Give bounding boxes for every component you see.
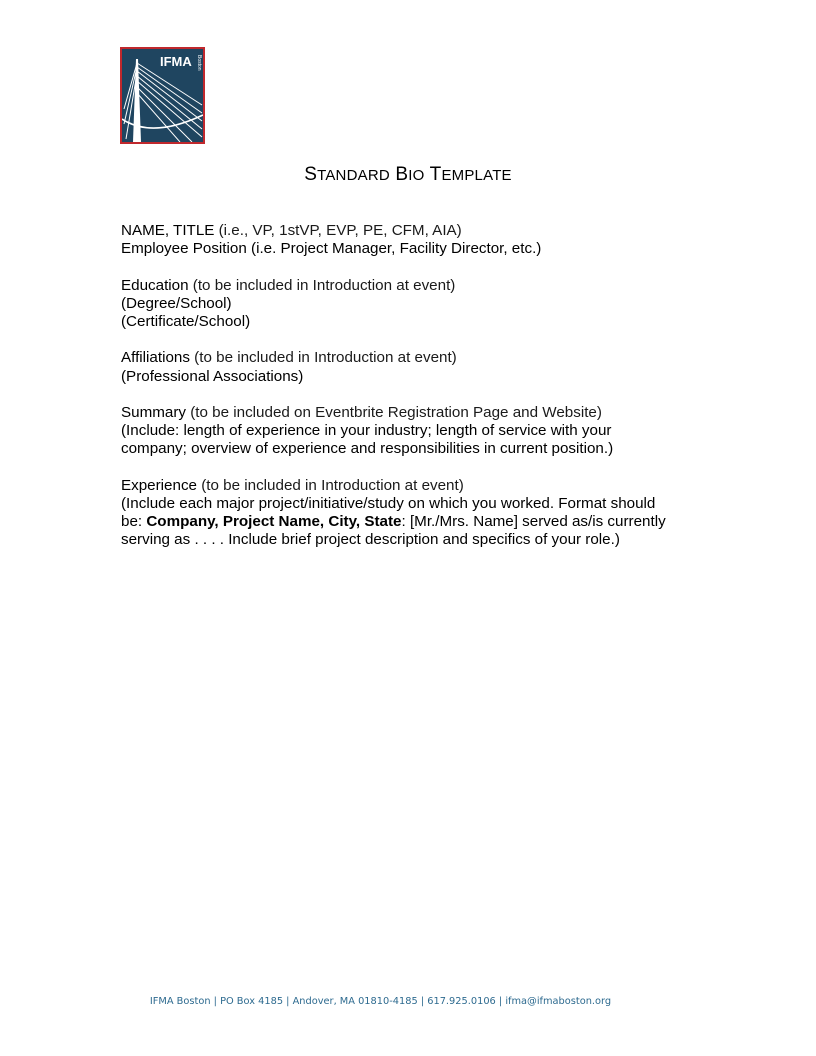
affiliations-label: Affiliations [121, 349, 190, 367]
experience-line-3: serving as . . . . Include brief project description and specifics of your role.) [121, 531, 620, 549]
experience-label: Experience [121, 476, 197, 494]
experience-note: (to be included in Introduction at event) [196, 476, 464, 494]
experience-line-2: be: Company, Project Name, City, State: [Mr./Mrs. Name] served as/is currently [121, 513, 666, 531]
summary-label: Summary [121, 403, 186, 421]
footer-contact: IFMA Boston | PO Box 4185 | Andover, MA 01810-4185 | 617.925.0106 | ifma@ifmaboston.org [149, 996, 612, 1007]
ifma-boston-logo [120, 47, 205, 144]
education-label: Education [121, 276, 189, 294]
name-title-note: (i.e., VP, 1stVP, EVP, PE, CFM, AIA) [214, 222, 462, 239]
page-title: STANDARD BIO TEMPLATE [304, 164, 512, 185]
section-name-title [121, 222, 701, 258]
svg-text:Boston: Boston [196, 55, 202, 71]
certificate-school-line: (Certificate/School) [121, 313, 251, 330]
section-education [121, 277, 701, 332]
employee-position-line: Employee Position (i.e. Project Manager, Facility Director, etc.) [121, 240, 542, 258]
section-experience [121, 477, 701, 550]
svg-text:IFMA: IFMA [160, 54, 192, 69]
summary-note: (to be included on Eventbrite Registration Page and Website) [185, 403, 602, 421]
name-title-label: NAME, TITLE [121, 222, 215, 239]
bridge-logo-icon [122, 49, 203, 142]
summary-line-1: (Include: length of experience in your industry; length of service with your [121, 422, 612, 440]
professional-associations-line: (Professional Associations) [121, 367, 304, 385]
degree-school-line: (Degree/School) [121, 294, 232, 312]
section-summary [121, 404, 701, 459]
summary-line-2: company; overview of experience and responsibilities in current position.) [121, 440, 614, 458]
experience-line-1: (Include each major project/initiative/study on which you worked. Format should [121, 494, 656, 512]
affiliations-note: (to be included in Introduction at event) [189, 349, 457, 367]
bio-template-body [121, 222, 701, 568]
format-fields: Company, Project Name, City, State [146, 513, 402, 531]
education-note: (to be included in Introduction at event) [188, 276, 456, 294]
section-affiliations [121, 349, 701, 385]
